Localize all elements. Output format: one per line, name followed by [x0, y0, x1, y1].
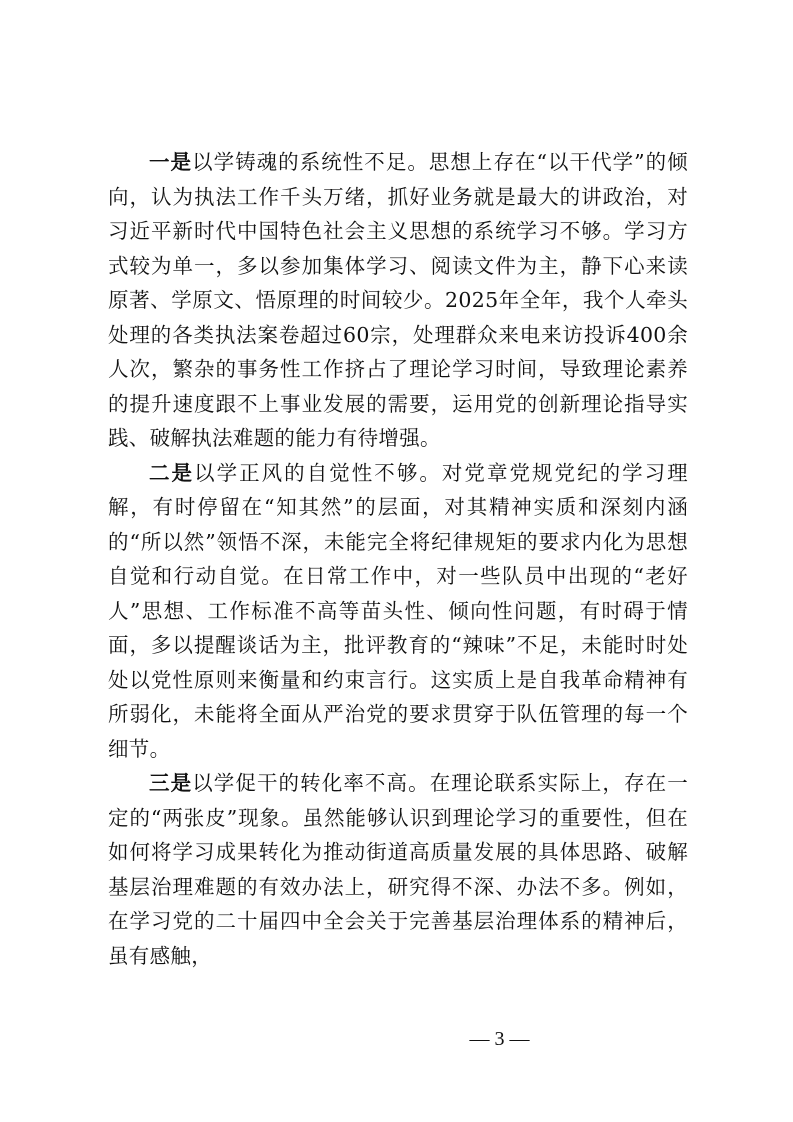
paragraph-3 [108, 766, 688, 973]
paragraph-1 [108, 145, 688, 456]
document-body [108, 145, 688, 973]
paragraph-1-lead: 一是 [149, 150, 193, 174]
paragraph-2-text: 以学正风的自觉性不够。对党章党规党纪的学习理解，有时停留在“知其然”的层面，对其精神实质和深刻内涵的“所以然”领悟不深，未能完全将纪律规矩的要求内化为思想自觉和行动自觉。在日常工作中，对一些队员中出现的“老好人”思想、工作标准不高等苗头性、倾向性问题，有时碍于情面，多以提醒谈话为主，批评教育的“辣味”不足，未能时时处处以党性原则来衡量和约束言行。这实质上是自我革命精神有所弱化，未能将全面从严治党的要求贯穿于队伍管理的每一个细节。 [108, 460, 688, 761]
page-number-text: — 3 — [469, 1028, 530, 1050]
paragraph-3-lead: 三是 [149, 771, 193, 795]
paragraph-2-lead: 二是 [149, 460, 195, 485]
paragraph-3-text: 以学促干的转化率不高。在理论联系实际上，存在一定的“两张皮”现象。虽然能够认识到理论学习的重要性，但在如何将学习成果转化为推动街道高质量发展的具体思路、破解基层治理难题的有效办法上，研究得不深、办法不多。例如，在学习党的二十届四中全会关于完善基层治理体系的精神后，虽有感触， [108, 771, 688, 968]
page-number [0, 1028, 793, 1051]
paragraph-1-text: 以学铸魂的系统性不足。思想上存在“以干代学”的倾向，认为执法工作千头万绪，抓好业务就是最大的讲政治，对习近平新时代中国特色社会主义思想的系统学习不够。学习方式较为单一，多以参加集体学习、阅读文件为主，静下心来读原著、学原文、悟原理的时间较少。2025年全年，我个人牵头处理的各类执法案卷超过60宗，处理群众来电来访投诉400余人次，繁杂的事务性工作挤占了理论学习时间，导致理论素养的提升速度跟不上事业发展的需要，运用党的创新理论指导实践、破解执法难题的能力有待增强。 [108, 150, 688, 450]
paragraph-2 [108, 456, 688, 767]
